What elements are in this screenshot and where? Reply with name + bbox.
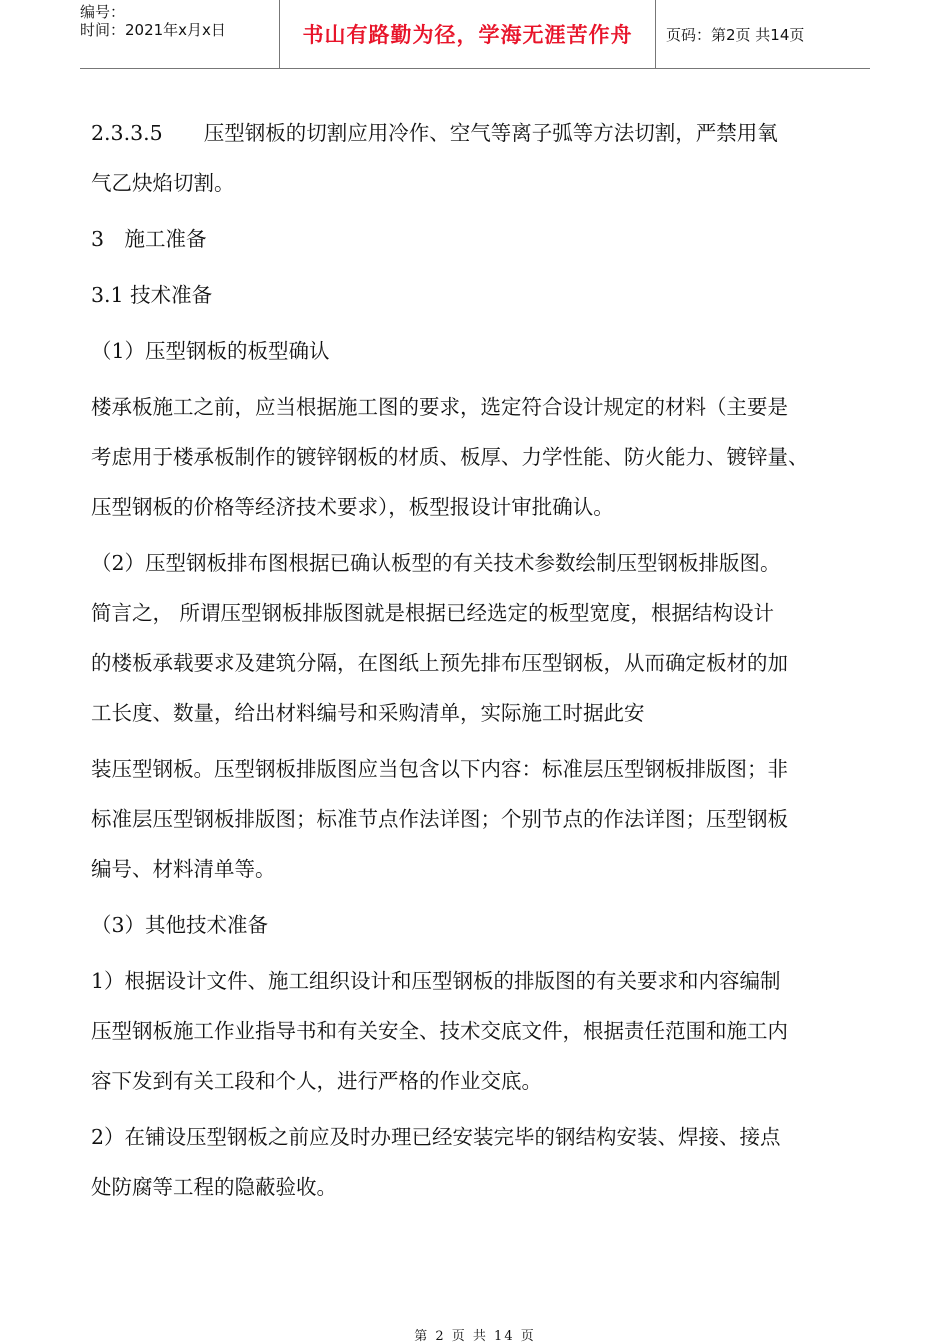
text-line: 楼承板施工之前，应当根据施工图的要求，选定符合设计规定的材料（主要是 <box>91 395 788 419</box>
text-line: 的楼板承载要求及建筑分隔，在图纸上预先排布压型钢板，从而确定板材的加 <box>91 651 788 675</box>
item-heading: （3）其他技术准备 <box>91 913 269 937</box>
document-body <box>91 108 871 1212</box>
serial-label: 编号： <box>80 3 126 21</box>
text-line: 气乙炔焰切割。 <box>91 171 235 195</box>
text-line: 简言之， 所谓压型钢板排版图就是根据已经选定的板型宽度，根据结构设计 <box>91 601 775 625</box>
date-line: 时间：2021年x月x日 <box>80 21 226 39</box>
text-line: 工长度、数量，给出材料编号和采购清单，实际施工时据此安 <box>91 701 645 725</box>
text-line: （2）压型钢板排布图根据已确认板型的有关技术参数绘制压型钢板排版图。 <box>91 551 781 575</box>
section-heading: 3 施工准备 <box>91 227 207 251</box>
text-line: 容下发到有关工段和个人，进行严格的作业交底。 <box>91 1069 542 1093</box>
page-header <box>80 0 870 69</box>
text-line: 考虑用于楼承板制作的镀锌钢板的材质、板厚、力学性能、防火能力、镀锌量、 <box>91 445 809 469</box>
text-line: 装压型钢板。压型钢板排版图应当包含以下内容：标准层压型钢板排版图；非 <box>91 757 788 781</box>
text-line: 2.3.3.5 压型钢板的切割应用冷作、空气等离子弧等方法切割，严禁用氧 <box>91 121 778 145</box>
header-meta <box>80 0 280 68</box>
text-line: 标准层压型钢板排版图；标准节点作法详图；个别节点的作法详图；压型钢板 <box>91 807 788 831</box>
subsection-heading: 3.1 技术准备 <box>91 283 213 307</box>
header-page-info: 页码：第2页 共14页 <box>666 25 805 44</box>
text-line: 2）在铺设压型钢板之前应及时办理已经安装完毕的钢结构安装、焊接、接点 <box>91 1125 781 1149</box>
text-line: 编号、材料清单等。 <box>91 857 276 881</box>
text-line: 1）根据设计文件、施工组织设计和压型钢板的排版图的有关要求和内容编制 <box>91 969 781 993</box>
item-heading: （1）压型钢板的板型确认 <box>91 339 330 363</box>
text-line: 压型钢板的价格等经济技术要求），板型报设计审批确认。 <box>91 495 614 519</box>
text-line: 压型钢板施工作业指导书和有关安全、技术交底文件，根据责任范围和施工内 <box>91 1019 788 1043</box>
page-footer: 第 2 页 共 14 页 <box>414 1329 536 1344</box>
text-line: 处防腐等工程的隐蔽验收。 <box>91 1175 337 1199</box>
header-motto: 书山有路勤为径，学海无涯苦作舟 <box>280 0 656 68</box>
